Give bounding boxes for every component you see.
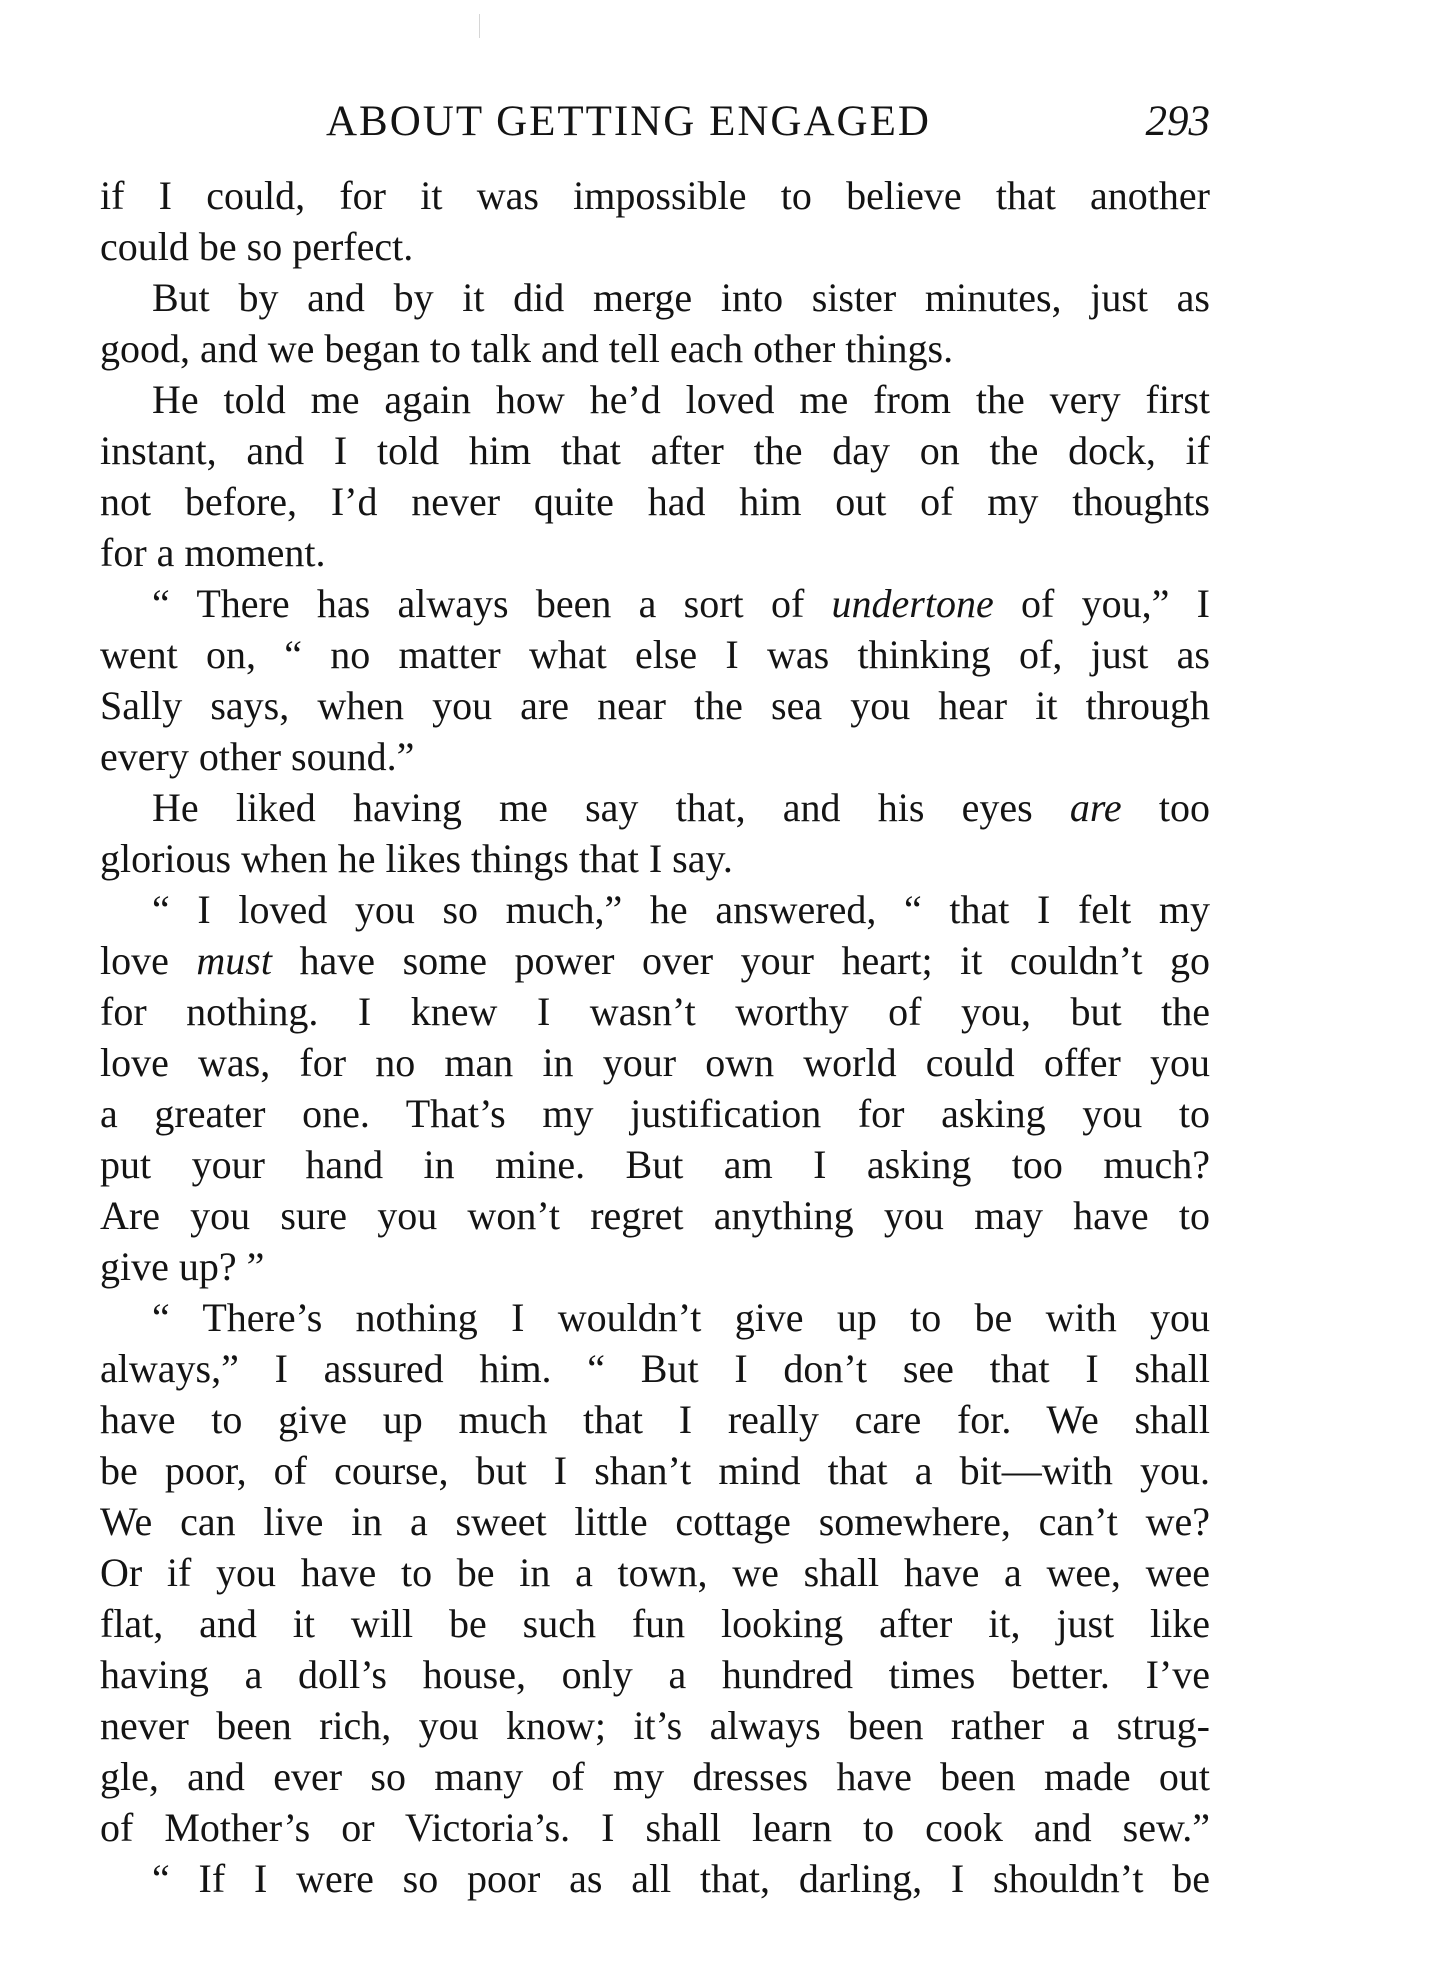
text-line: We can live in a sweet little cottage somewhere, can’t we?	[100, 1499, 1210, 1544]
text-line: glorious when he likes things that I say.	[100, 836, 733, 881]
text-line: a greater one. That’s my justification for asking you to	[100, 1091, 1210, 1136]
running-title: ABOUT GETTING ENGAGED	[326, 98, 931, 145]
text-line: good, and we began to talk and tell each other things.	[100, 326, 954, 371]
emphasized-word: are	[1069, 785, 1122, 830]
text-segment: too	[1121, 785, 1210, 830]
text-line: could be so perfect.	[100, 224, 414, 269]
text-line: love was, for no man in your own world could offer you	[100, 1040, 1210, 1085]
text-line: if I could, for it was impossible to believe that another	[100, 173, 1210, 218]
text-line: gle, and ever so many of my dresses have been made out	[100, 1754, 1210, 1799]
text-line: be poor, of course, but I shan’t mind that a bit—with you.	[100, 1448, 1210, 1493]
text-segment: He liked having me say that, and his eyes	[152, 785, 1070, 830]
running-header	[100, 96, 1210, 148]
scan-artifact-mark	[479, 14, 480, 38]
text-line: for nothing. I knew I wasn’t worthy of you, but the	[100, 989, 1210, 1034]
text-line: Or if you have to be in a town, we shall have a wee, wee	[100, 1550, 1210, 1595]
text-line	[100, 935, 1210, 986]
text-line: every other sound.”	[100, 734, 415, 779]
text-line: He told me again how he’d loved me from the very first	[152, 377, 1210, 422]
text-segment: have some power over your heart; it couldn’t go	[271, 938, 1210, 983]
text-line: Sally says, when you are near the sea you hear it through	[100, 683, 1210, 728]
body-text	[100, 170, 1210, 1904]
text-line	[100, 578, 1210, 629]
page-number: 293	[1145, 98, 1210, 145]
text-line: never been rich, you know; it’s always been rather a strug-	[100, 1703, 1210, 1748]
text-segment: love	[100, 938, 197, 983]
text-line: “ If I were so poor as all that, darling, I shouldn’t be	[152, 1856, 1210, 1901]
text-line: put your hand in mine. But am I asking too much?	[100, 1142, 1210, 1187]
text-segment: of you,” I	[993, 581, 1210, 626]
text-segment: “ There has always been a sort of	[152, 581, 832, 626]
text-line: for a moment.	[100, 530, 326, 575]
text-line: of Mother’s or Victoria’s. I shall learn to cook and sew.”	[100, 1805, 1210, 1850]
emphasized-word: undertone	[831, 581, 994, 626]
text-line: having a doll’s house, only a hundred times better. I’ve	[100, 1652, 1210, 1697]
text-line: not before, I’d never quite had him out of my thoughts	[100, 479, 1210, 524]
text-line: “ There’s nothing I wouldn’t give up to be with you	[152, 1295, 1210, 1340]
text-line: instant, and I told him that after the day on the dock, if	[100, 428, 1210, 473]
text-line: always,” I assured him. “ But I don’t see that I shall	[100, 1346, 1210, 1391]
text-line: went on, “ no matter what else I was thinking of, just as	[100, 632, 1210, 677]
text-line	[100, 782, 1210, 833]
emphasized-word: must	[196, 938, 272, 983]
text-line: have to give up much that I really care for. We shall	[100, 1397, 1210, 1442]
text-line: Are you sure you won’t regret anything you may have to	[100, 1193, 1210, 1238]
text-line: give up? ”	[100, 1244, 265, 1289]
text-line: But by and by it did merge into sister minutes, just as	[152, 275, 1210, 320]
text-line: flat, and it will be such fun looking after it, just like	[100, 1601, 1210, 1646]
text-line: “ I loved you so much,” he answered, “ that I felt my	[152, 887, 1210, 932]
